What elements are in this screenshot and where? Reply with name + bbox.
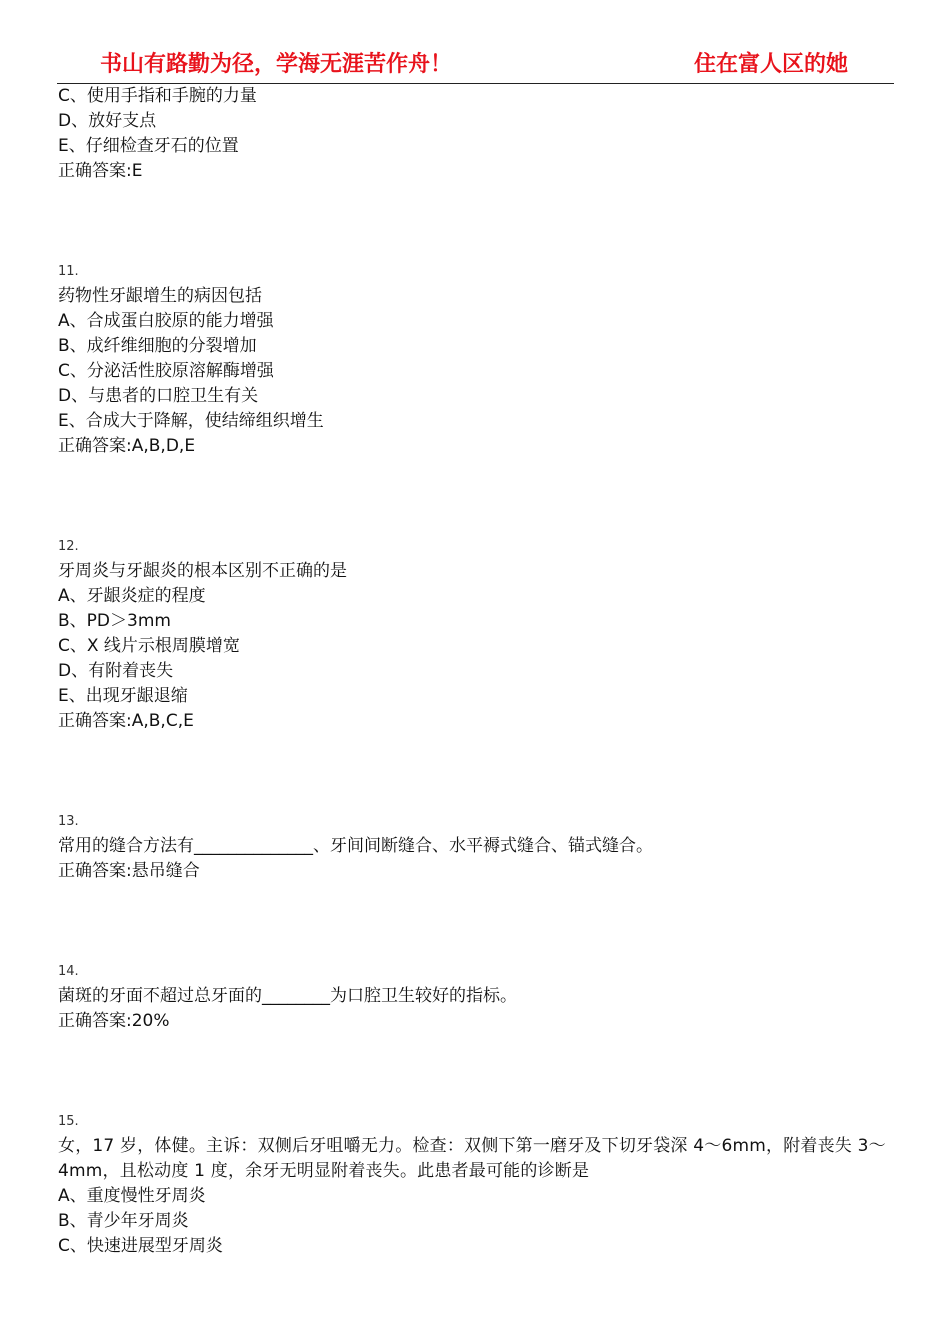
- question-list: [58, 84, 898, 1259]
- question-15: [58, 1109, 898, 1259]
- option-c: C、快速进展型牙周炎: [58, 1236, 223, 1256]
- option-b: B、PD＞3mm: [58, 611, 171, 631]
- option-d: D、与患者的口腔卫生有关: [58, 386, 259, 406]
- question-12: [58, 534, 898, 734]
- option-e: E、仔细检查牙石的位置: [58, 136, 239, 156]
- question-stem: 常用的缝合方法有______________、牙间间断缝合、水平褥式缝合、锚式缝合。: [58, 836, 653, 856]
- question-number: 12.: [58, 539, 79, 554]
- page-header: [0, 0, 950, 86]
- answer: 正确答案:E: [58, 161, 143, 181]
- option-c: C、分泌活性胶原溶解酶增强: [58, 361, 274, 381]
- question-number: 15.: [58, 1114, 79, 1129]
- question-14: [58, 959, 898, 1034]
- answer: 正确答案:A,B,D,E: [58, 436, 196, 456]
- question-stem: 牙周炎与牙龈炎的根本区别不正确的是: [58, 561, 347, 581]
- option-b: B、成纤维细胞的分裂增加: [58, 336, 257, 356]
- question-number: 11.: [58, 264, 79, 279]
- option-d: D、有附着丧失: [58, 661, 174, 681]
- option-e: E、合成大于降解，使结缔组织增生: [58, 411, 324, 431]
- answer: 正确答案:20%: [58, 1011, 170, 1031]
- option-d: D、放好支点: [58, 111, 157, 131]
- option-a: A、重度慢性牙周炎: [58, 1186, 206, 1206]
- question-10: [58, 84, 898, 184]
- option-e: E、出现牙龈退缩: [58, 686, 188, 706]
- option-a: A、合成蛋白胶原的能力增强: [58, 311, 274, 331]
- header-right-text: 住在富人区的她: [694, 51, 849, 77]
- option-c: C、使用手指和手腕的力量: [58, 86, 257, 106]
- question-number: 14.: [58, 964, 79, 979]
- option-a: A、牙龈炎症的程度: [58, 586, 206, 606]
- answer: 正确答案:悬吊缝合: [58, 861, 200, 881]
- question-11: [58, 259, 898, 459]
- question-number: 13.: [58, 814, 79, 829]
- question-stem: 菌斑的牙面不超过总牙面的________为口腔卫生较好的指标。: [58, 986, 517, 1006]
- option-c: C、X 线片示根周膜增宽: [58, 636, 240, 656]
- header-motto: 书山有路勤为径，学海无涯苦作舟！: [100, 51, 453, 77]
- option-b: B、青少年牙周炎: [58, 1211, 189, 1231]
- question-13: [58, 809, 898, 884]
- answer: 正确答案:A,B,C,E: [58, 711, 194, 731]
- question-stem: 药物性牙龈增生的病因包括: [58, 286, 262, 306]
- question-stem: 女，17 岁，体健。主诉：双侧后牙咀嚼无力。检查：双侧下第一磨牙及下切牙袋深 4～6mm，附着丧失 3～4mm，且松动度 1 度，余牙无明显附着丧失。此患者最可能的诊断是: [58, 1136, 886, 1181]
